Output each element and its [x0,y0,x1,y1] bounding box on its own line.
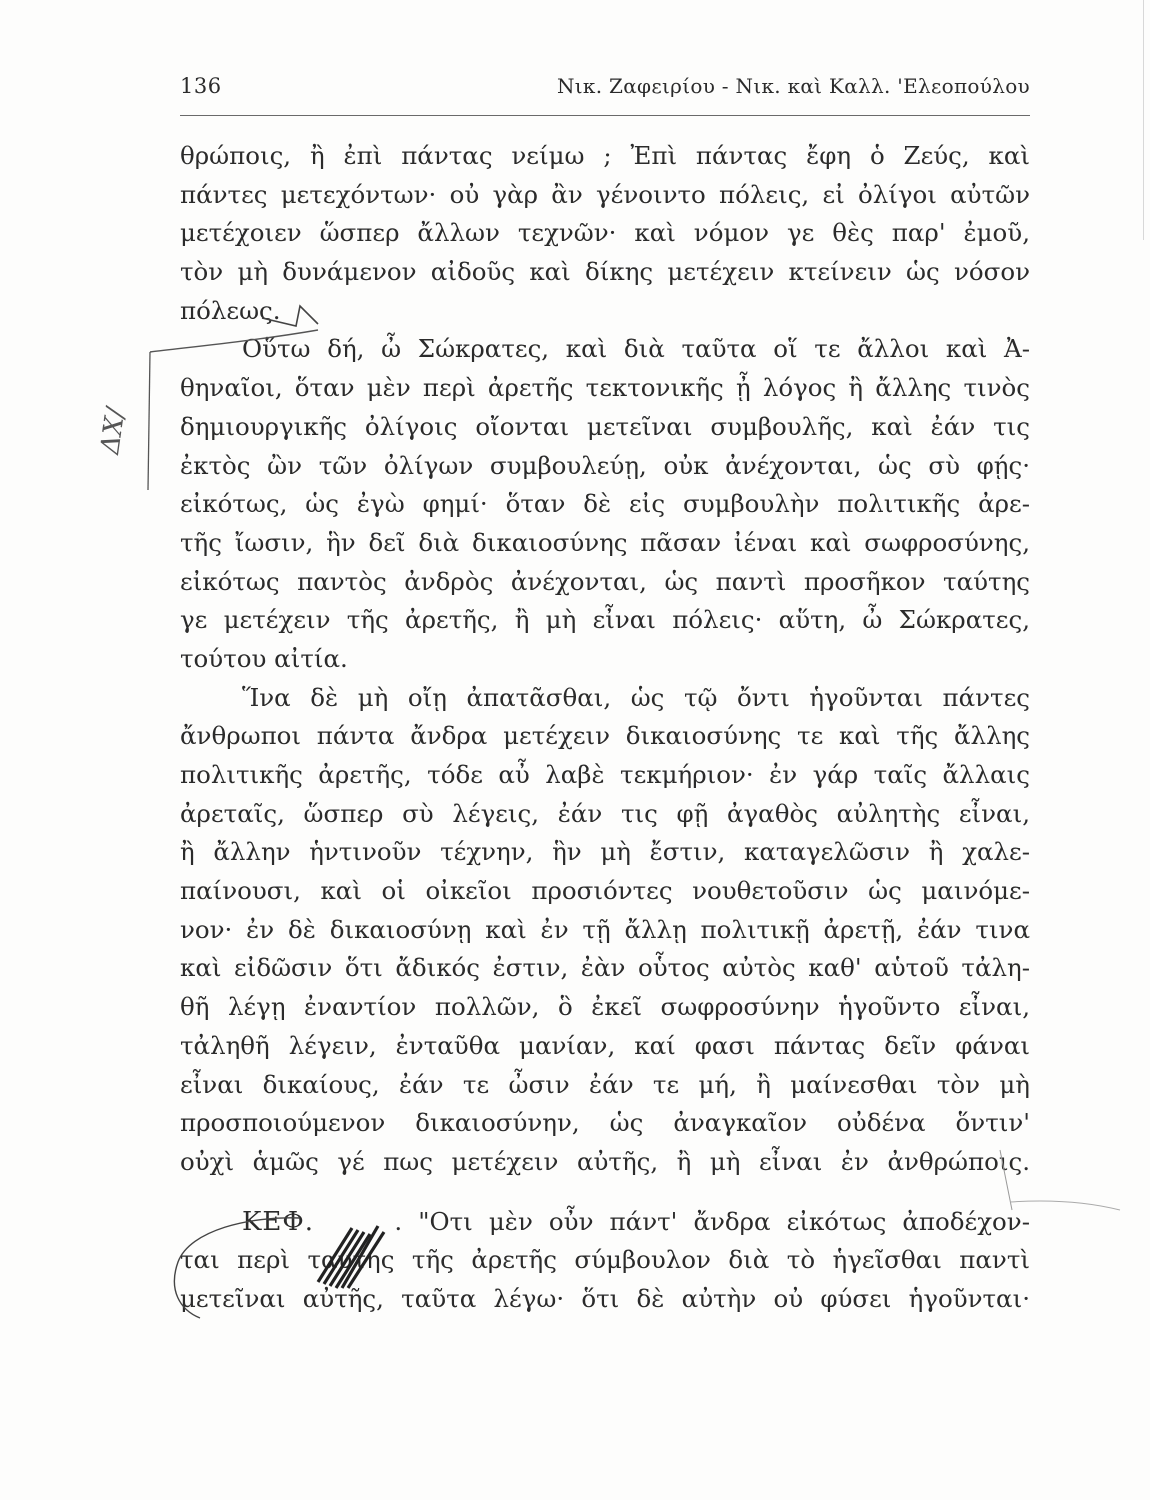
margin-bracket [148,352,150,490]
text-line: ἀρεταῖς, ὥσπερ σὺ λέγεις, ἐάν τις φῇ ἀγαθὸς αὐλητὴς εἶναι, [180,798,1030,828]
text-line: θῆ λέγῃ ἐναντίον πολλῶν, ὃ ἐκεῖ σωφροσύνην ἡγοῦντο εἶναι, [180,992,1030,1022]
body-text [180,137,1030,1319]
chapter-heading-line [180,1203,1030,1242]
margin-note-text: ΔΧ/ [95,406,132,456]
text-line: γε μετέχειν τῆς ἀρετῆς, ἢ μὴ εἶναι πόλεις· αὕτη, ὦ Σώκρατες, [180,605,1030,635]
text-line: εἰκότως, ὡς ἐγὼ φημί· ὅταν δὲ εἰς συμβουλὴν πολιτικῆς ἀρε- [180,489,1030,519]
text-line: δημιουργικῆς ὀλίγοις οἴονται μετεῖναι συμβουλῆς, καὶ ἐάν τις [180,411,1030,441]
text-line: θρώποις, ἢ ἐπὶ πάντας νείμω ; Ἐπὶ πάντας ἔφη ὁ Ζεύς, καὶ [180,141,1030,170]
text-line: ται περὶ ταύτης τῆς ἀρετῆς σύμβουλον διὰ τὸ ἡγεῖσθαι παντὶ [180,1245,1030,1275]
page-edge-line [1143,0,1144,240]
chapter-opening-text: . "Οτι μὲν οὖν πάντ' ἄνδρα εἰκότως ἀποδέχον- [394,1206,1030,1236]
page-header [180,70,1030,106]
header-rule [180,115,1030,116]
chapter-label: ΚΕΦ. [242,1206,314,1237]
text-line: τῆς ἴωσιν, ἣν δεῖ διὰ δικαιοσύνης πᾶσαν ἰέναι καὶ σωφροσύνης, [180,527,1030,557]
text-line: πόλεως. [180,295,281,325]
running-head: Νικ. Ζαφειρίου - Νικ. καὶ Καλλ. 'Ελεοπούλου [556,74,1030,98]
paragraph-start-line: Ἵνα δὲ μὴ οἴῃ ἀπατᾶσθαι, ὡς τῷ ὄντι ἡγοῦνται πάντες [242,682,1030,712]
text-line: εἶναι δικαίους, ἐάν τε ὦσιν ἐάν τε μή, ἢ μαίνεσθαι τὸν μὴ [180,1069,1030,1099]
text-line: καὶ εἰδῶσιν ὅτι ἄδικός ἐστιν, ἐὰν οὗτος αὐτὸς καθ' αὑτοῦ τἀλη- [180,953,1030,983]
text-line: προσποιούμενον δικαιοσύνην, ὡς ἀναγκαῖον οὐδένα ὅντιν' [180,1108,1030,1138]
text-line: ἐκτὸς ὢν τῶν ὀλίγων συμβουλεύῃ, οὐκ ἀνέχονται, ὡς σὺ φῄς· [180,450,1030,480]
text-line: τούτου αἰτία. [180,643,348,673]
text-line: νον· ἐν δὲ δικαιοσύνῃ καὶ ἐν τῇ ἄλλῃ πολιτικῇ ἀρετῇ, ἐάν τινα [180,914,1030,944]
text-line: μετέχοιεν ὥσπερ ἄλλων τεχνῶν· καὶ νόμον γε θὲς παρ' ἐμοῦ, [180,218,1030,248]
text-line: τὸν μὴ δυνάμενον αἰδοῦς καὶ δίκης μετέχειν κτείνειν ὡς νόσον [180,257,1030,287]
text-line: παίνουσι, καὶ οἱ οἰκεῖοι προσιόντες νουθετοῦσιν ὡς μαινόμε- [180,876,1030,906]
paragraph-start-line: Οὕτω δή, ὦ Σώκρατες, καὶ διὰ ταῦτα οἵ τε ἄλλοι καὶ Ἀ- [242,334,1030,364]
page-number: 136 [180,74,222,98]
text-line: πάντες μετεχόντων· οὐ γὰρ ἂν γένοιντο πόλεις, εἰ ὀλίγοι αὐτῶν [180,179,1030,209]
section-gap [180,1182,1030,1203]
text-line: οὐχὶ ἁμῶς γέ πως μετέχειν αὐτῆς, ἢ μὴ εἶναι ἐν ἀνθρώποις. [180,1146,1030,1176]
text-line: εἰκότως παντὸς ἀνδρὸς ἀνέχονται, ὡς παντὶ προσῆκον ταύτης [180,566,1030,596]
text-line: τἀληθῆ λέγειν, ἐνταῦθα μανίαν, καί φασι πάντας δεῖν φάναι [180,1030,1030,1060]
margin-note [95,404,132,457]
text-line: μετεῖναι αὐτῆς, ταῦτα λέγω· ὅτι δὲ αὐτὴν οὐ φύσει ἡγοῦνται· [180,1283,1030,1313]
text-line: ἢ ἄλλην ἡντινοῦν τέχνην, ἣν μὴ ἔστιν, καταγελῶσιν ἢ χαλε- [180,837,1030,867]
text-line: ἄνθρωποι πάντα ἄνδρα μετέχειν δικαιοσύνης τε καὶ τῆς ἄλλης [180,721,1030,751]
text-line: θηναῖοι, ὅταν μὲν περὶ ἀρετῆς τεκτονικῆς ᾖ λόγος ἢ ἄλλης τινὸς [180,373,1030,403]
text-line: πολιτικῆς ἀρετῆς, τόδε αὖ λαβὲ τεκμήριον· ἐν γάρ ταῖς ἄλλαις [180,760,1030,789]
